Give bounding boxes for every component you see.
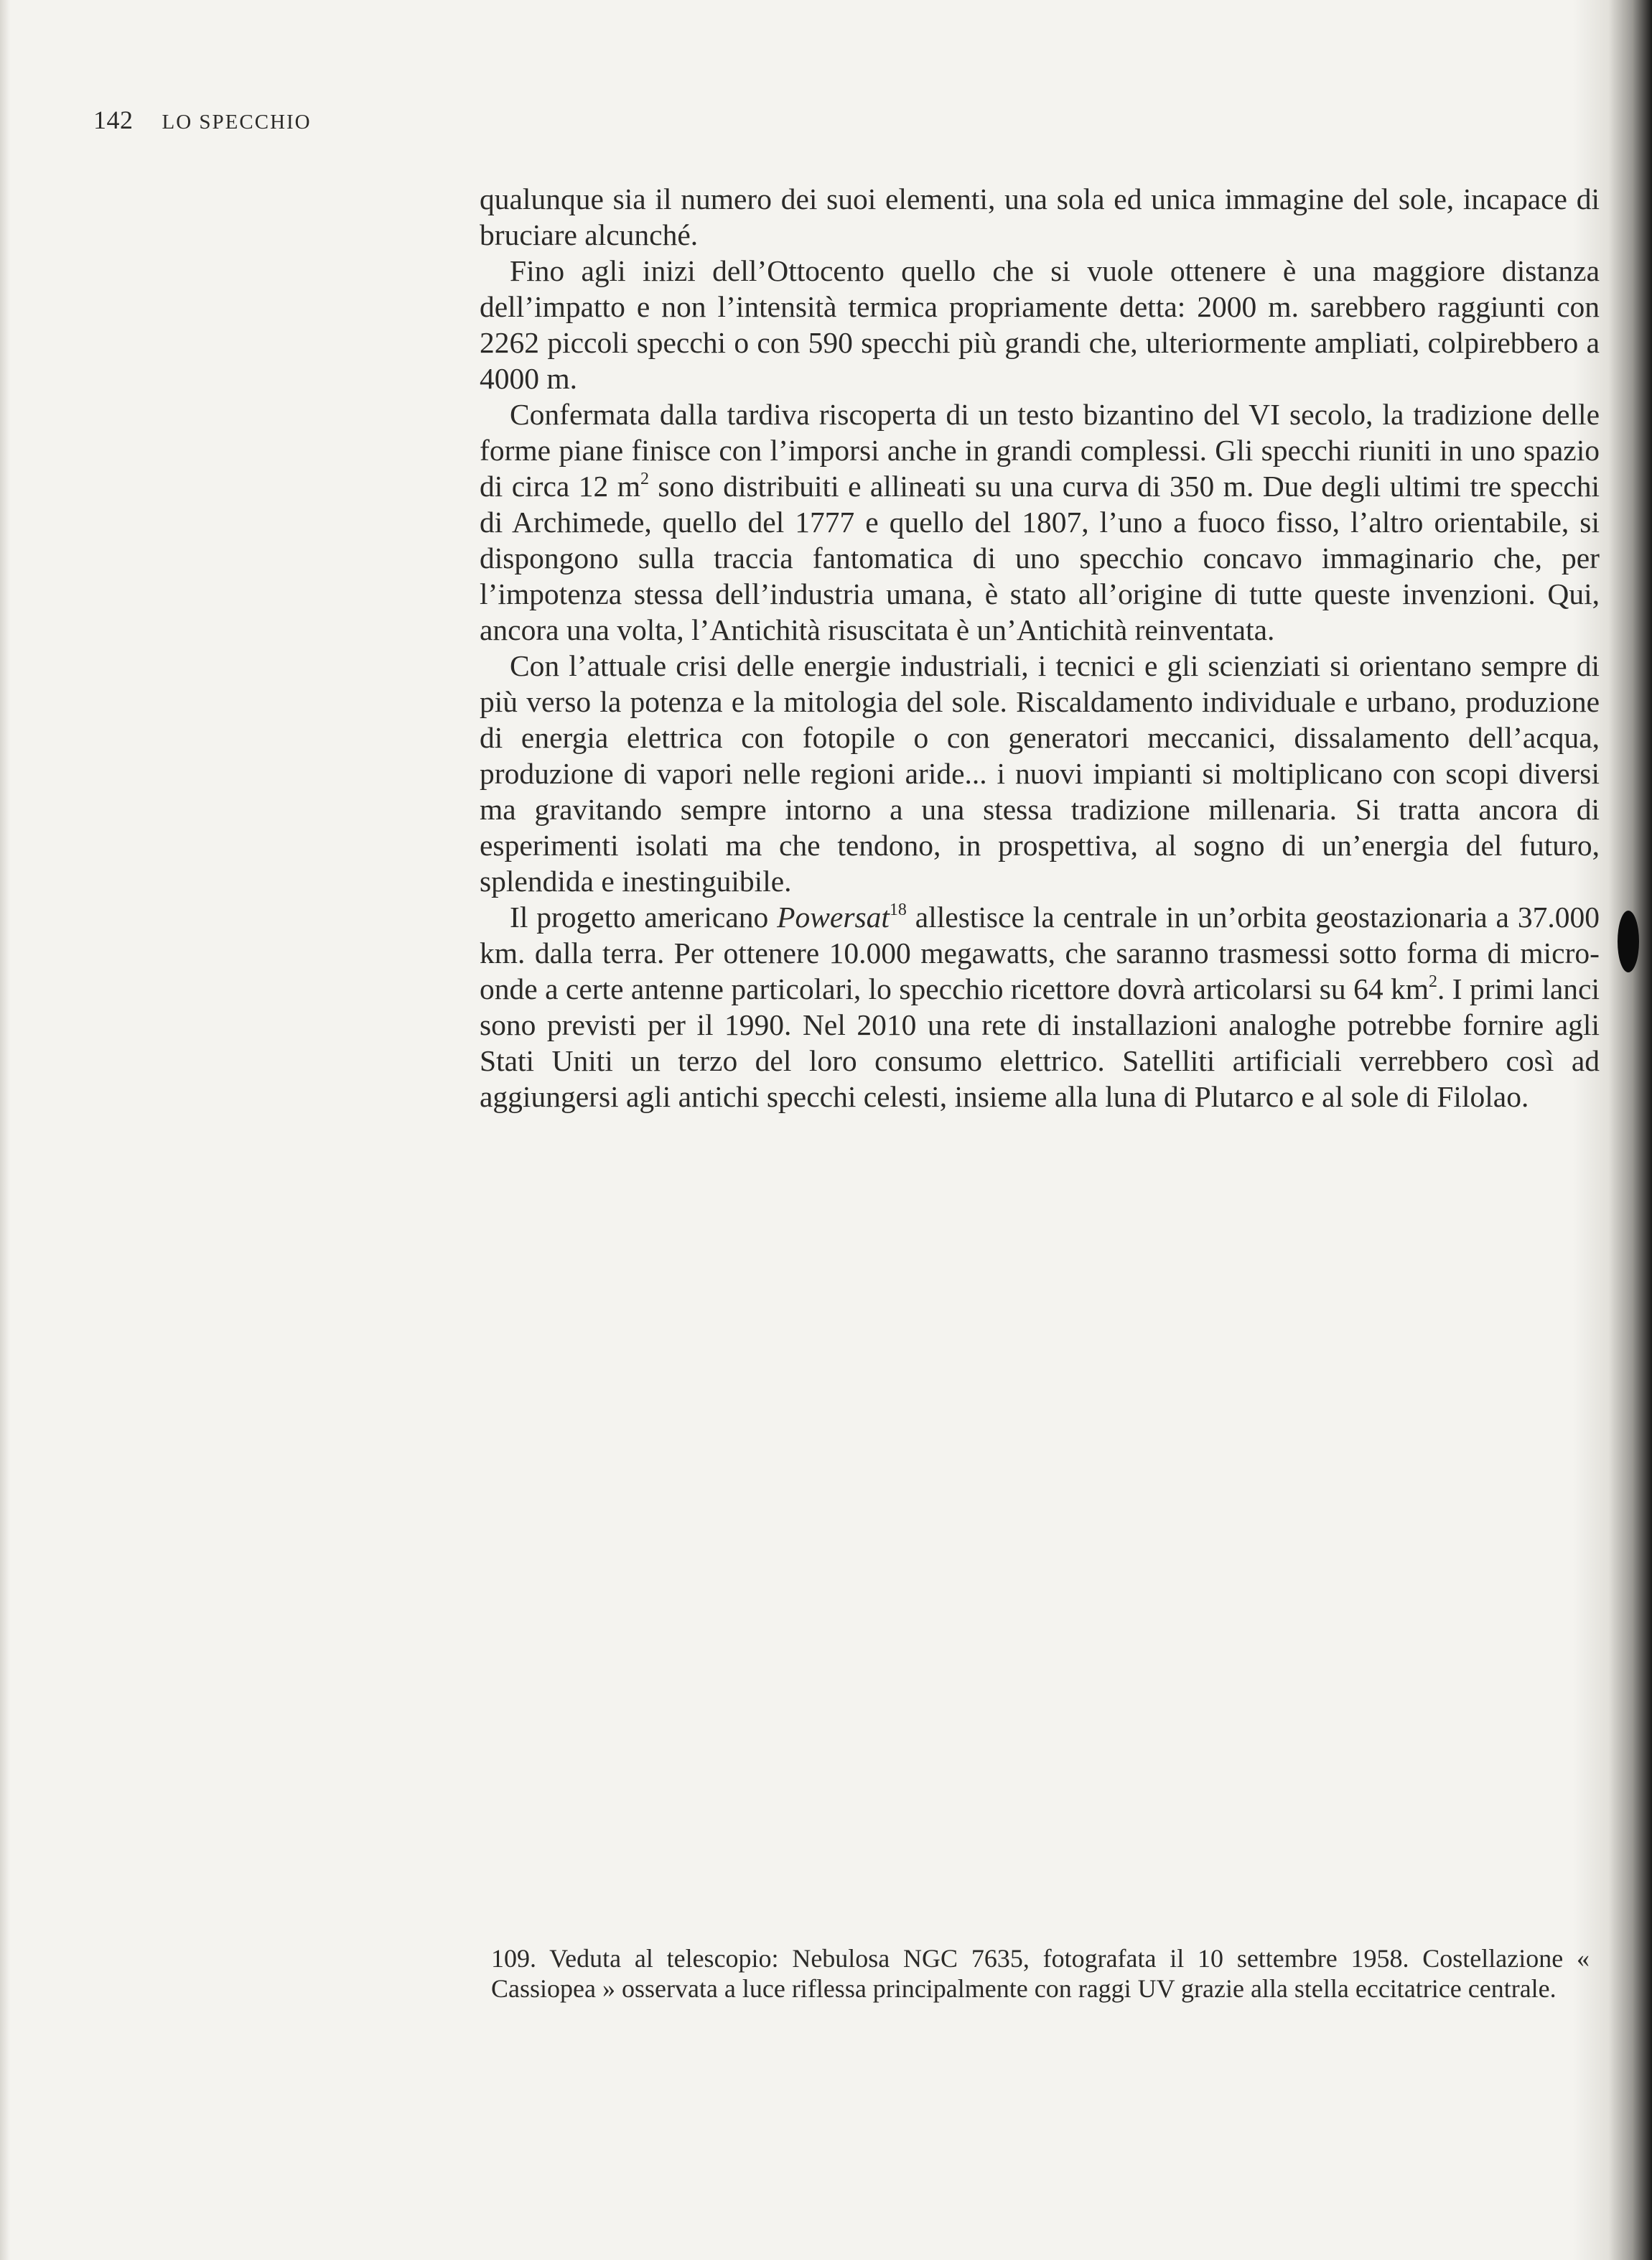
body-text: [480, 181, 1600, 1115]
binding-hole: [1618, 911, 1639, 972]
superscript-squared: 2: [1429, 972, 1438, 992]
paragraph-3: [480, 396, 1600, 648]
powersat-title: Powersat: [777, 901, 890, 934]
footnote-ref: 18: [889, 901, 907, 920]
paragraph-4: Con l’attuale crisi delle energie industriali, i tecnici e gli scienziati si orientano sempre di più verso la potenza e la mitologia del sole. Riscaldamento individuale e urbano, produzione di energia elettrica con fotopile o con generatori meccanici, dissalamento dell’acqua, produzione di vapori nelle regioni aride... i nuovi impianti si moltiplicano con scopi diversi ma gravitando sempre intorno a una stessa tradizione millenaria. Si tratta ancora di esperimenti isolati ma che tendono, in prospettiva, al sogno di un’energia del futuro, splendida e inestinguibile.: [480, 649, 1600, 898]
paragraph-5-text-b: allestisce la centrale in un’orbita geostazionaria a 37.000 km. dalla terra. Per ottenere 10.000 megawatts, che saranno trasmessi sotto forma di micro-onde a certe antenne particolari, lo specchio ricettore dovrà articolarsi su 64 km: [480, 901, 1600, 1005]
page-gutter-shadow: [0, 0, 10, 2260]
running-head: [93, 105, 312, 135]
paragraph-5-text-c: . I primi lanci sono previsti per il 1990. Nel 2010 una rete di installazioni analoghe potrebbe fornire agli Stati Uniti un terzo del loro consumo elettrico. Satelliti artificiali verrebbero così ad aggiungersi agli antichi specchi celesti, insieme alla luna di Plutarco e al sole di Filolao.: [480, 972, 1600, 1113]
paragraph-5-text-a: Il progetto americano: [510, 901, 778, 934]
running-title: LO SPECCHIO: [162, 111, 312, 134]
figure-caption: 109. Veduta al telescopio: Nebulosa NGC 7635, fotografata il 10 settembre 1958. Costellazione « Cassiopea » osservata a luce riflessa principalmente con raggi UV grazie alla stella eccitatrice centrale.: [491, 1944, 1590, 2003]
paragraph-1: qualunque sia il numero dei suoi elementi, una sola ed unica immagine del sole, incapace di bruciare alcunché.: [480, 182, 1600, 251]
page-number: 142: [93, 106, 134, 134]
paragraph-2: Fino agli inizi dell’Ottocento quello che si vuole ottenere è una maggiore distanza dell’impatto e non l’intensità termica propriamente detta: 2000 m. sarebbero raggiunti con 2262 piccoli specchi o con 590 specchi più grandi che, ulteriormente ampliati, colpirebbero a 4000 m.: [480, 254, 1600, 395]
superscript-squared: 2: [640, 470, 649, 489]
paragraph-5: [480, 899, 1600, 1115]
paragraph-3-text-b: sono distribuiti e allineati su una curva di 350 m. Due degli ultimi tre specchi di Archimede, quello del 1777 e quello del 1807, l’uno a fuoco fisso, l’altro orientabile, si dispongono sulla traccia fantomatica di uno specchio concavo immaginario che, per l’impotenza stessa dell’industria umana, è stato all’origine di tutte queste invenzioni. Qui, ancora una volta, l’Antichità risuscitata è un’Antichità reinventata.: [480, 470, 1600, 646]
paragraph-3-text-a: Confermata dalla tardiva riscoperta di un testo bizantino del VI secolo, la tradizione delle forme piane finisce con l’imporsi anche in grandi complessi. Gli specchi riuniti in uno spazio di circa 12 m: [480, 398, 1600, 503]
